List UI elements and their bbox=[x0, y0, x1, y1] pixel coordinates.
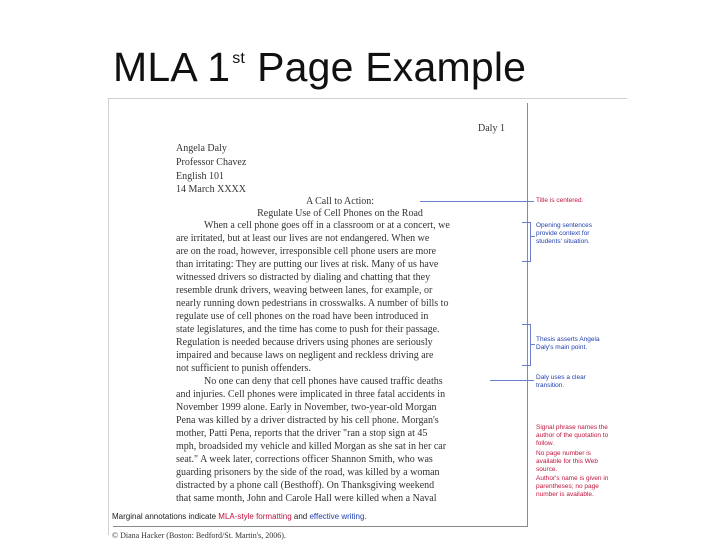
slide-title-superscript: st bbox=[232, 50, 246, 67]
body-line: and injuries. Cell phones were implicated in three fatal accidents in bbox=[176, 389, 446, 400]
body-line: November 1999 alone. Early in November, two-year-old Morgan bbox=[176, 402, 437, 413]
body-line: guarding prisoners by the side of the road, was killed by a woman bbox=[176, 467, 440, 478]
heading-instructor: Professor Chavez bbox=[176, 157, 247, 168]
body-line: Regulation is needed because drivers using phones are seriously bbox=[176, 337, 433, 348]
slide-title-rest: Page Example bbox=[257, 44, 527, 90]
connector-line bbox=[530, 344, 535, 345]
body-line: seat." A week later, corrections officer Shannon Smith, who was bbox=[176, 454, 433, 465]
heading-date: 14 March XXXX bbox=[176, 184, 246, 195]
body-line: that same month, John and Carole Hall were killed when a Naval bbox=[176, 493, 437, 504]
body-line: nearly running down pedestrians in crosswalks. A number of bills to bbox=[176, 298, 449, 309]
footer-caption bbox=[112, 512, 367, 521]
footer-source-text: Diana Hacker (Boston: Bedford/St. Martin's, 2006). bbox=[120, 531, 286, 540]
body-line: than irritating: They are putting our lives at risk. Many of us have bbox=[176, 259, 439, 270]
body-line: mother, Patti Pena, reports that the driver "ran a stop sign at 45 bbox=[176, 428, 428, 439]
slide-title-main: MLA 1 bbox=[113, 44, 231, 90]
annotation-transition: Daly uses a clear transition. bbox=[536, 374, 586, 389]
footer-suffix: . bbox=[364, 512, 367, 521]
annotation-opening-context: Opening sentences provide context for students' situation. bbox=[536, 222, 593, 245]
body-line: are on the road, however, irresponsible cell phone users are more bbox=[176, 246, 437, 257]
body-line: Pena was killed by a driver distracted by his cell phone. Morgan's bbox=[176, 415, 439, 426]
annotation-title-centered: Title is centered. bbox=[536, 197, 584, 204]
annotation-web-source: No page number is available for this Web source. bbox=[536, 450, 599, 473]
annotation-signal-phrase: Signal phrase names the author of the quotation to follow. bbox=[536, 424, 609, 447]
footer-source bbox=[112, 531, 286, 540]
footer-prefix: Marginal annotations indicate bbox=[112, 512, 219, 521]
heading-course: English 101 bbox=[176, 171, 225, 182]
body-line: No one can deny that cell phones have caused traffic deaths bbox=[204, 376, 443, 387]
body-line: When a cell phone goes off in a classroom or at a concert, we bbox=[204, 220, 450, 231]
body-line: not sufficient to punish offenders. bbox=[176, 363, 311, 374]
paper-subtitle: Regulate Use of Cell Phones on the Road bbox=[257, 208, 423, 219]
bracket-line bbox=[522, 324, 531, 366]
connector-line bbox=[530, 236, 535, 237]
heading-author: Angela Daly bbox=[176, 143, 227, 154]
body-line: distracted by a phone call (Besthoff). On Thanksgiving weekend bbox=[176, 480, 435, 491]
page-header: Daly 1 bbox=[478, 123, 505, 134]
annotation-thesis: Thesis asserts Angela Daly's main point. bbox=[536, 336, 600, 351]
body-line: regulate use of cell phones on the road have been introduced in bbox=[176, 311, 429, 322]
annotation-parenthetical: Author's name is given in parentheses; no page number is available. bbox=[536, 475, 609, 498]
body-line: are irritated, but at least our lives are not endangered. When we bbox=[176, 233, 430, 244]
paper-title: A Call to Action: bbox=[305, 196, 375, 207]
body-line: witnessed drivers so distracted by dialing and chatting that they bbox=[176, 272, 431, 283]
mla-formatting-link: MLA-style formatting bbox=[218, 512, 292, 521]
slide-title bbox=[113, 44, 526, 91]
body-line: mph, broadsided my vehicle and killed Morgan as she sat in her car bbox=[176, 441, 447, 452]
body-line: state legislatures, and the time has come to push for their passage. bbox=[176, 324, 440, 335]
body-line: resemble drunk drivers, weaving between lanes, for example, or bbox=[176, 285, 433, 296]
body-line: impaired and because laws on negligent and reckless driving are bbox=[176, 350, 434, 361]
bracket-line bbox=[522, 222, 531, 262]
footer-middle: and bbox=[291, 512, 310, 521]
copyright-icon: © bbox=[112, 531, 119, 540]
connector-line bbox=[420, 201, 534, 202]
effective-writing-link: effective writing bbox=[309, 512, 365, 521]
connector-line bbox=[490, 380, 534, 381]
